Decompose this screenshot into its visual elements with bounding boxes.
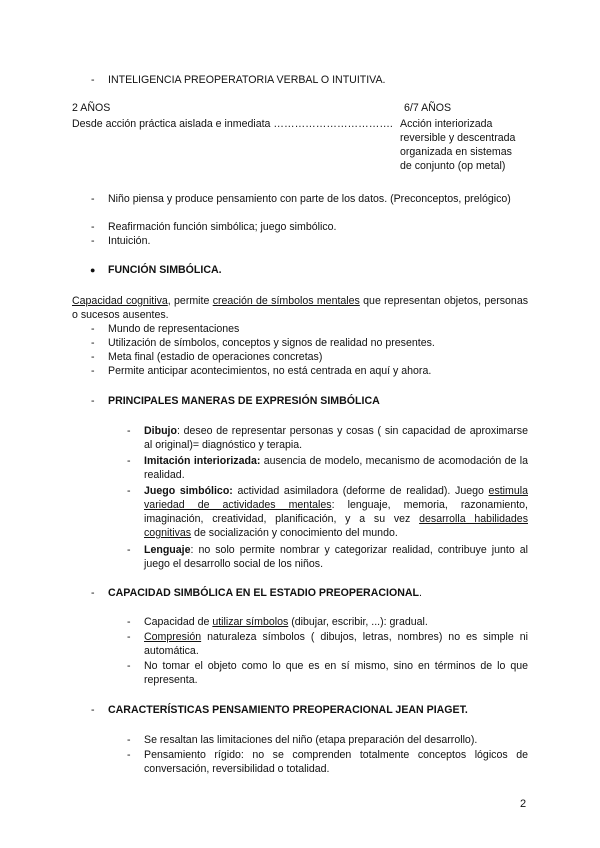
list-bullet: - bbox=[127, 485, 131, 497]
age-end: 6/7 AÑOS bbox=[404, 102, 452, 114]
list-item bbox=[144, 424, 528, 452]
list-item bbox=[144, 484, 528, 540]
range-end-line: de conjunto (op metal) bbox=[400, 160, 506, 172]
section-heading bbox=[108, 586, 422, 600]
section-heading-text: FUNCIÓN SIMBÓLICA bbox=[108, 264, 219, 276]
list-bullet: - bbox=[127, 660, 131, 672]
range-end-line: organizada en sistemas bbox=[400, 146, 512, 158]
term-label: Lenguaje bbox=[144, 544, 191, 556]
underlined-term: desarrolla habilidades cognitivas bbox=[144, 513, 528, 539]
range-end-desc bbox=[400, 117, 540, 173]
list-bullet: - bbox=[91, 704, 95, 716]
text-run: naturaleza símbolos ( dibujos, letras, nombres) no es simple ni automática. bbox=[144, 631, 528, 657]
list-bullet: - bbox=[127, 631, 131, 643]
text-run: actividad asimiladora (deforme de realidad). Juego bbox=[232, 485, 489, 497]
text-run: de socialización y conocimiento del mundo. bbox=[191, 527, 398, 539]
term-label: Dibujo bbox=[144, 425, 177, 437]
heading-dot: . bbox=[418, 587, 422, 599]
text-run: , permite bbox=[167, 295, 213, 307]
heading-dot: . bbox=[218, 264, 222, 276]
section-heading: CARACTERÍSTICAS PENSAMIENTO PREOPERACIONAL JEAN PIAGET. bbox=[108, 704, 468, 716]
term-label: Juego simbólico: bbox=[144, 485, 233, 497]
list-item: Utilización de símbolos, conceptos y signos de realidad no presentes. bbox=[108, 337, 435, 349]
list-bullet: - bbox=[127, 425, 131, 437]
list-item: Pensamiento rígido: no se comprenden totalmente conceptos lógicos de conversación, reversibilidad o totalidad. bbox=[144, 749, 528, 775]
underlined-term: estimula variedad de actividades mentales bbox=[144, 485, 528, 511]
list-bullet: - bbox=[91, 323, 95, 335]
bullet-dot: ● bbox=[90, 265, 96, 275]
list-bullet: - bbox=[127, 734, 131, 746]
list-bullet: - bbox=[91, 221, 95, 233]
section-heading bbox=[108, 263, 222, 277]
term-label: Imitación interiorizada: bbox=[144, 455, 261, 467]
list-item bbox=[144, 630, 528, 658]
list-bullet: - bbox=[91, 395, 95, 407]
list-item: Mundo de representaciones bbox=[108, 323, 240, 335]
text-run: Capacidad de bbox=[144, 616, 213, 628]
list-item: Intuición. bbox=[108, 235, 151, 247]
list-bullet: - bbox=[91, 351, 95, 363]
range-end-line: Acción interiorizada bbox=[400, 118, 493, 130]
list-bullet: - bbox=[91, 587, 95, 599]
list-bullet: - bbox=[127, 544, 131, 556]
page-number: 2 bbox=[520, 798, 527, 810]
text-run: : deseo de representar personas y cosas ( sin capacidad de aproximarse al original)= diagnóstico y terapia. bbox=[144, 425, 528, 451]
text-run: : lenguaje, memoria, razonamiento, imaginación, creatividad, planificación, y a su vez bbox=[144, 499, 528, 525]
underlined-term: Compresión bbox=[144, 631, 202, 643]
list-bullet: - bbox=[91, 365, 95, 377]
text-run: : no solo permite nombrar y categorizar realidad, contribuye junto al juego el desarrollo social de los niños. bbox=[144, 544, 528, 570]
list-bullet: - bbox=[91, 235, 95, 247]
list-item bbox=[144, 454, 528, 482]
text-run: ausencia de modelo, mecanismo de acomodación de la realidad. bbox=[144, 455, 528, 481]
section-heading-text: CAPACIDAD SIMBÓLICA EN EL ESTADIO PREOPERACIONAL bbox=[108, 587, 419, 599]
list-item: Se resaltan las limitaciones del niño (etapa preparación del desarrollo). bbox=[144, 734, 478, 746]
underlined-term: creación de símbolos mentales bbox=[212, 295, 360, 307]
range-end-line: reversible y descentrada bbox=[400, 132, 516, 144]
list-item: Niño piensa y produce pensamiento con parte de los datos. (Preconceptos, prelógico) bbox=[108, 193, 511, 205]
range-start-desc: Desde acción práctica aislada e inmediata ……………………………. bbox=[72, 118, 393, 130]
underlined-term: utilizar símbolos bbox=[212, 616, 289, 628]
list-item: Meta final (estadio de operaciones concretas) bbox=[108, 351, 323, 363]
list-item bbox=[144, 543, 528, 571]
underlined-term: Capacidad cognitiva bbox=[72, 295, 168, 307]
list-bullet: - bbox=[127, 749, 131, 761]
intro-line: INTELIGENCIA PREOPERATORIA VERBAL O INTUITIVA. bbox=[108, 74, 386, 86]
age-start: 2 AÑOS bbox=[72, 102, 111, 114]
list-item: Reafirmación función simbólica; juego simbólico. bbox=[108, 221, 337, 233]
list-item: Permite anticipar acontecimientos, no está centrada en aquí y ahora. bbox=[108, 365, 432, 377]
list-item bbox=[144, 615, 528, 629]
text-run: (dibujar, escribir, ...): gradual. bbox=[288, 616, 428, 628]
list-bullet: - bbox=[91, 337, 95, 349]
list-bullet: - bbox=[127, 455, 131, 467]
list-bullet: - bbox=[127, 616, 131, 628]
list-bullet: - bbox=[91, 193, 95, 205]
paragraph bbox=[72, 294, 528, 322]
list-bullet: - bbox=[91, 74, 95, 86]
text-run: que representan objetos, personas o sucesos ausentes. bbox=[72, 295, 529, 321]
list-item: No tomar el objeto como lo que es en sí mismo, sino en términos de lo que representa. bbox=[144, 660, 528, 686]
section-heading: PRINCIPALES MANERAS DE EXPRESIÓN SIMBÓLICA bbox=[108, 395, 380, 407]
